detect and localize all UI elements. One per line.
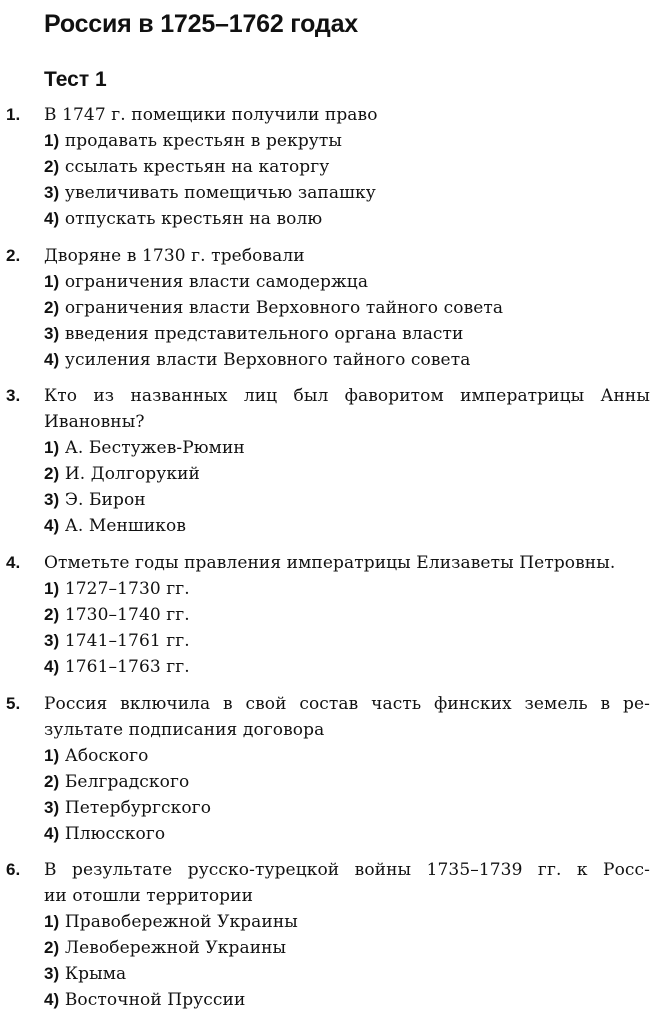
question-text: [44, 102, 650, 128]
answer-option: [44, 795, 211, 821]
option-number: 3): [44, 324, 60, 343]
answer-option: [44, 321, 503, 347]
option-text: Крыма: [64, 964, 127, 984]
question-number: 2.: [6, 246, 21, 265]
answer-options: [44, 128, 376, 232]
answer-option: [44, 461, 245, 487]
question-line: В результате русско-турецкой войны 1735–1739 гг. к Росс-: [44, 860, 650, 880]
answer-option: [44, 295, 503, 321]
question-text: [44, 857, 650, 909]
option-text: ограничения власти Верховного тайного совета: [64, 298, 504, 318]
test-title: Тест 1: [44, 68, 107, 91]
answer-option: [44, 128, 376, 154]
option-text: Левобережной Украины: [64, 938, 287, 958]
answer-option: [44, 628, 190, 654]
question-number: 1.: [6, 105, 21, 124]
question-line: В 1747 г. помещики получили право: [44, 105, 378, 125]
option-text: 1730–1740 гг.: [64, 605, 190, 625]
option-text: Восточной Пруссии: [64, 990, 246, 1010]
option-number: 2): [44, 772, 60, 791]
option-text: Э. Бирон: [64, 490, 146, 510]
question-text: [44, 550, 650, 576]
answer-option: [44, 513, 245, 539]
option-number: 4): [44, 350, 60, 369]
option-number: 2): [44, 938, 60, 957]
option-text: А. Бестужев-Рюмин: [64, 438, 245, 458]
answer-option: [44, 487, 245, 513]
question-line: ии отошли территории: [44, 886, 254, 906]
answer-option: [44, 435, 245, 461]
answer-option: [44, 821, 211, 847]
option-text: Правобережной Украины: [64, 912, 298, 932]
question-line: Ивановны?: [44, 412, 145, 432]
answer-option: [44, 769, 211, 795]
answer-option: [44, 935, 298, 961]
option-number: 2): [44, 298, 60, 317]
option-text: 1727–1730 гг.: [64, 579, 190, 599]
answer-options: [44, 909, 298, 1013]
question-text: [44, 691, 650, 743]
answer-options: [44, 576, 190, 680]
option-number: 1): [44, 912, 60, 931]
option-text: Абоского: [64, 746, 149, 766]
question-number: 6.: [6, 860, 21, 879]
answer-option: [44, 180, 376, 206]
option-text: Белградского: [64, 772, 190, 792]
option-text: 1761–1763 гг.: [64, 657, 190, 677]
option-text: Петербургского: [64, 798, 212, 818]
option-text: введения представительного органа власти: [64, 324, 464, 344]
option-number: 3): [44, 964, 60, 983]
option-text: ограничения власти самодержца: [64, 272, 369, 292]
option-number: 1): [44, 272, 60, 291]
answer-option: [44, 987, 298, 1013]
option-number: 3): [44, 183, 60, 202]
answer-option: [44, 576, 190, 602]
question-line: зультате подписания договора: [44, 720, 325, 740]
option-number: 1): [44, 579, 60, 598]
option-number: 4): [44, 516, 60, 535]
option-text: Плюсского: [64, 824, 166, 844]
question-text: [44, 243, 650, 269]
answer-options: [44, 743, 211, 847]
option-number: 4): [44, 209, 60, 228]
option-text: продавать крестьян в рекруты: [64, 131, 343, 151]
answer-option: [44, 654, 190, 680]
answer-option: [44, 743, 211, 769]
answer-option: [44, 347, 503, 373]
page-title: Россия в 1725–1762 годах: [44, 10, 358, 38]
answer-options: [44, 435, 245, 539]
question-line: Россия включила в свой состав часть финских земель в ре-: [44, 694, 650, 714]
option-number: 3): [44, 631, 60, 650]
option-number: 4): [44, 824, 60, 843]
question-line: Кто из названных лиц был фаворитом императрицы Анны: [44, 386, 650, 406]
question-line: Дворяне в 1730 г. требовали: [44, 246, 305, 266]
question-number: 3.: [6, 386, 21, 405]
option-text: отпускать крестьян на волю: [64, 209, 323, 229]
option-text: 1741–1761 гг.: [64, 631, 190, 651]
answer-option: [44, 602, 190, 628]
option-number: 1): [44, 438, 60, 457]
question-line: Отметьте годы правления императрицы Елизаветы Петровны.: [44, 553, 616, 573]
question-text: [44, 383, 650, 435]
option-number: 4): [44, 990, 60, 1009]
answer-option: [44, 206, 376, 232]
option-text: увеличивать помещичью запашку: [64, 183, 376, 203]
question-number: 5.: [6, 694, 21, 713]
answer-options: [44, 269, 503, 373]
answer-option: [44, 961, 298, 987]
option-number: 2): [44, 157, 60, 176]
option-number: 1): [44, 746, 60, 765]
option-number: 3): [44, 490, 60, 509]
option-number: 3): [44, 798, 60, 817]
option-number: 4): [44, 657, 60, 676]
answer-option: [44, 269, 503, 295]
option-number: 2): [44, 464, 60, 483]
question-number: 4.: [6, 553, 21, 572]
option-text: ссылать крестьян на каторгу: [64, 157, 330, 177]
option-text: усиления власти Верховного тайного совета: [64, 350, 471, 370]
option-number: 2): [44, 605, 60, 624]
option-text: А. Меншиков: [64, 516, 186, 536]
answer-option: [44, 154, 376, 180]
answer-option: [44, 909, 298, 935]
option-text: И. Долгорукий: [64, 464, 200, 484]
option-number: 1): [44, 131, 60, 150]
